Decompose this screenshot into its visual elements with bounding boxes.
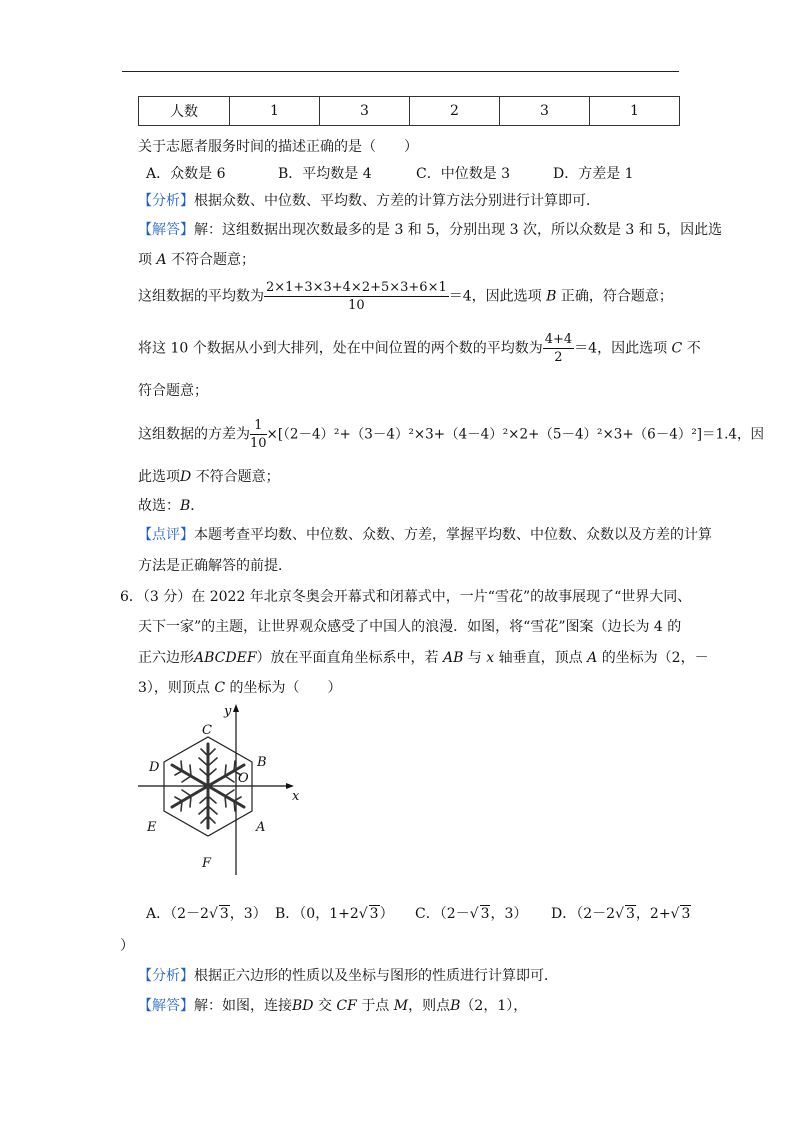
q6-option-d: D．（2－2√ 3，2+√ 3: [551, 906, 691, 922]
q5-analysis: 【分析】根据众数、中位数、平均数、方差的计算方法分别进行计算即可．: [138, 193, 600, 209]
label-a: A: [256, 820, 266, 835]
label-e: E: [147, 820, 157, 835]
sqrt-icon: √: [615, 906, 624, 922]
header-rule: [122, 71, 679, 72]
analysis-tag: 【分析】: [138, 968, 194, 984]
q5-comment-line2: 方法是正确解答的前提．: [138, 558, 292, 574]
q6-analysis: 【分析】根据正六边形的性质以及坐标与图形的性质进行计算即可．: [138, 968, 558, 984]
q6-line4: 3），则顶点 C 的坐标为（ ）: [138, 680, 342, 696]
q6-option-d-wrap: ）: [120, 938, 134, 954]
q6-option-c: C．（2－√ 3，3）: [415, 906, 528, 922]
variance-fraction: $\frac{1}{10}$: [250, 418, 267, 451]
q5-comment-line1: 【点评】本题考查平均数、中位数、众数、方差，掌握平均数、中位数、众数以及方差的计算: [138, 527, 712, 543]
sqrt-icon: √: [358, 906, 368, 922]
label-o: O: [238, 771, 249, 786]
q6-option-a: A．（2－2√ 3，3）: [146, 906, 267, 922]
y-axis-arrow: [233, 704, 239, 712]
label-b: B: [257, 755, 267, 770]
answer-tag: 【解答】: [138, 998, 194, 1014]
label-x: x: [292, 789, 300, 804]
median-fraction: $\frac{4+4}{2}$: [544, 332, 573, 365]
q5-question: 关于志愿者服务时间的描述正确的是（ ）: [138, 139, 418, 155]
table-cell: 3: [500, 97, 590, 126]
answer-tag: 【解答】: [138, 222, 194, 238]
q6-answer: 【解答】解：如图，连接BD 交 CF 于点 M，则点B（2，1），: [138, 998, 528, 1014]
sqrt-icon: √: [670, 906, 680, 922]
q5-answer-line1: 【解答】解：这组数据出现次数最多的是 3 和 5，分别出现 3 次，所以众数是 3 和 5，因此选: [138, 222, 723, 238]
data-table: [138, 96, 680, 126]
table-row: [139, 97, 680, 126]
q5-variance-line2: 此选项D 不符合题意；: [138, 469, 280, 485]
q6-number: 6．: [120, 589, 143, 605]
table-cell: 1: [230, 97, 320, 126]
table-cell: 1: [590, 97, 680, 126]
label-d: D: [149, 760, 160, 775]
comment-tag: 【点评】: [138, 527, 194, 543]
q5-median-line2: 符合题意；: [138, 383, 208, 399]
q5-option-a: A．众数是 6: [146, 166, 226, 182]
q6-line3: 正六边形ABCDEF）放在平面直角坐标系中，若 AB 与 x 轴垂直，顶点 A 的坐标为（2，－: [138, 650, 709, 666]
q5-median-line: 将这 10 个数据从小到大排列，处在中间位置的两个数的平均数为 $\frac{4+4}{2}$ ＝4，因此选项 C 不: [138, 332, 701, 365]
q6-option-b: B．（0，1+2√ 3）: [275, 906, 394, 922]
q5-option-b: B．平均数是 4: [278, 166, 372, 182]
sqrt-icon: √: [469, 906, 479, 922]
table-row-header: 人数: [139, 97, 230, 126]
table-cell: 3: [320, 97, 410, 126]
label-f: F: [202, 856, 212, 871]
analysis-tag: 【分析】: [138, 193, 194, 209]
q5-choose: 故选：B．: [138, 498, 205, 514]
label-c: C: [202, 723, 212, 738]
mean-fraction: $\frac{2\times 1+3\times 3+4\times 2+5\times 3+6\times 1}{10}$: [266, 280, 447, 313]
q6-line1: 6．（3 分）在 2022 年北京冬奥会开幕式和闭幕式中，一片“雪花”的故事展现了“世界大同、: [120, 589, 692, 605]
table-cell: 2: [410, 97, 500, 126]
sqrt-icon: √: [208, 906, 218, 922]
q5-variance-line: 这组数据的方差为 $\frac{1}{10}$ ×[（2－4）²+（3－4）²×3+（4－4）²×2+（5－4）²×3+（6－4）²]＝1.4，因: [138, 418, 765, 451]
q5-answer-line2: 项 A 不符合题意；: [138, 252, 256, 268]
q6-line2: 天下一家”的主题，让世界观众感受了中国人的浪漫．如图，将“雪花”图案（边长为 4 的: [138, 619, 682, 635]
hexagon-snowflake-figure: [130, 700, 330, 880]
q5-mean-line: 这组数据的平均数为 $\frac{2\times 1+3\times 3+4\times 2+5\times 3+6\times 1}{10}$ ＝4，因此选项 B 正确，符合题意；: [138, 280, 673, 313]
q5-option-d: D．方差是 1: [553, 166, 634, 182]
q5-option-c: C．中位数是 3: [416, 166, 511, 182]
label-y: y: [224, 704, 232, 719]
